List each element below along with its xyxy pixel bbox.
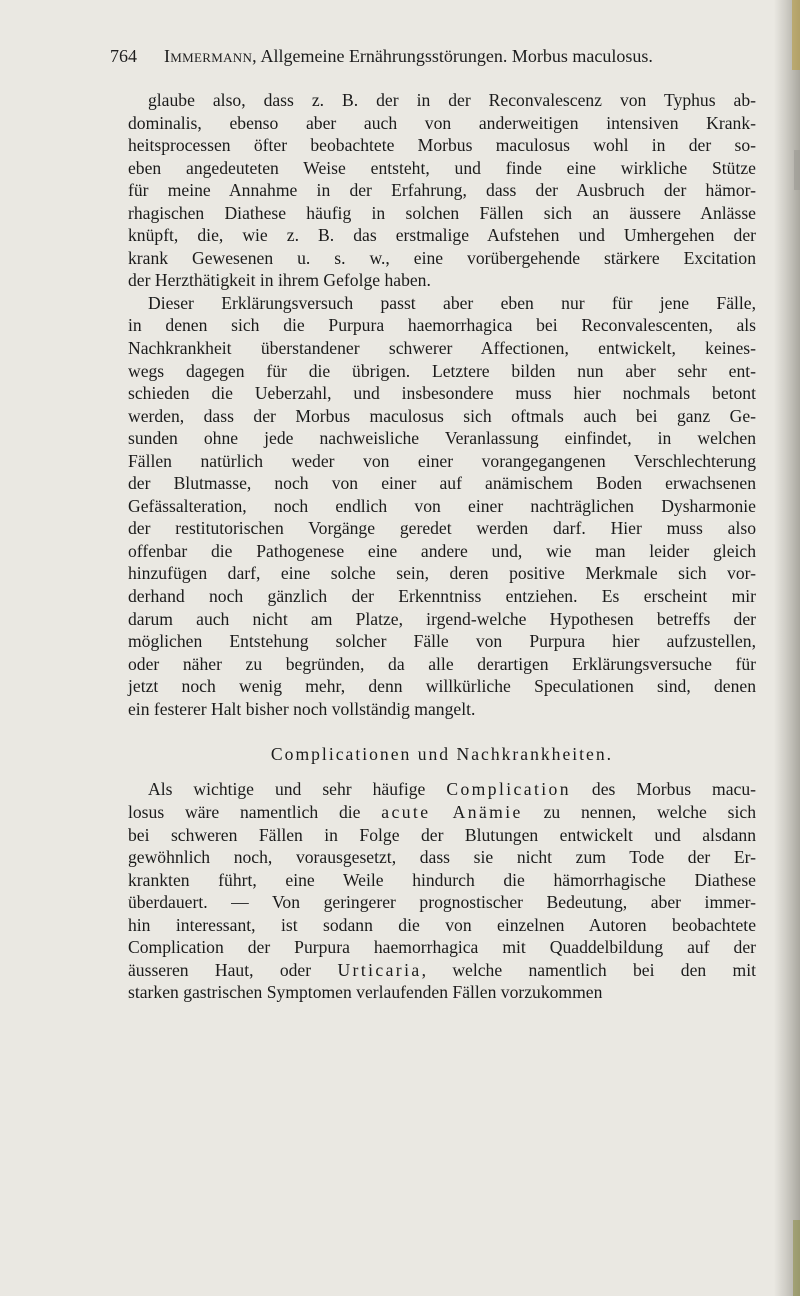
text-line: dominalis, ebenso aber auch von anderweitigen intensiven Krank- xyxy=(128,112,756,133)
text-line: sunden ohne jede nachweisliche Veranlassung einfindet, in welchen xyxy=(128,428,756,449)
text-line xyxy=(128,936,756,959)
text-run: des Morbus macu- xyxy=(570,779,756,800)
text-line: krank Gewesenen u. s. w., eine vorübergehende stärkere Excitation xyxy=(128,247,756,268)
text-line xyxy=(128,824,756,847)
text-line: Dieser Erklärungsversuch passt aber eben nur für jene Fälle, xyxy=(148,292,756,313)
text-line: schieden die Ueberzahl, und insbesondere muss hier nochmals betont xyxy=(128,383,756,404)
text-line: heitsprocessen öfter beobachtete Morbus maculosus wohl in der so- xyxy=(128,135,756,156)
emphasized-term: acute Anämie xyxy=(381,801,523,822)
paragraph-3 xyxy=(128,778,756,1003)
text-run: bei schweren Fällen in Folge der Blutungen entwickelt und alsdann xyxy=(128,824,756,845)
text-line: offenbar die Pathogenese eine andere und, wie man leider gleich xyxy=(128,540,756,561)
text-run: Als wichtige und sehr häufige xyxy=(148,779,447,800)
text-line: Gefässalteration, noch endlich von einer nachträglichen Dysharmonie xyxy=(128,495,756,516)
page-number: 764 xyxy=(110,46,137,66)
spacer xyxy=(128,720,756,743)
text-line: der Blutmasse, noch von einer auf anämischem Boden erwachsenen xyxy=(128,473,756,494)
text-line: darum auch nicht am Platze, irgend-welche Hypothesen betreffs der xyxy=(128,608,756,629)
text-line: wegs dagegen für die übrigen. Letztere bilden nun aber sehr ent- xyxy=(128,360,756,381)
text-line xyxy=(128,778,756,801)
text-run: starken gastrischen Symptomen verlaufenden Fällen vorzukommen xyxy=(128,982,603,1003)
emphasized-term: Complication xyxy=(446,779,571,800)
text-line: Nachkrankheit überstandener schwerer Affectionen, entwickelt, keines- xyxy=(128,338,756,359)
text-line: eben angedeuteten Weise entsteht, und finde eine wirkliche Stütze xyxy=(128,157,756,178)
text-run: überdauert. — Von geringerer prognostischer Bedeutung, aber immer- xyxy=(128,892,756,913)
text-run: äusseren Haut, oder xyxy=(128,959,338,980)
emphasized-term: Urticaria xyxy=(337,959,422,980)
text-line: für meine Annahme in der Erfahrung, dass der Ausbruch der hämor- xyxy=(128,180,756,201)
text-line: werden, dass der Morbus maculosus sich oftmals auch bei ganz Ge- xyxy=(128,405,756,426)
text-run: , welche namentlich bei den mit xyxy=(421,959,756,980)
text-line: in denen sich die Purpura haemorrhagica bei Reconvalescenten, als xyxy=(128,315,756,336)
text-line: der restitutorischen Vorgänge geredet werden darf. Hier muss also xyxy=(128,518,756,539)
text-line: rhagischen Diathese häufig in solchen Fällen sich an äussere Anlässe xyxy=(128,202,756,223)
text-line: jetzt noch wenig mehr, denn willkürliche Speculationen sind, denen xyxy=(128,676,756,697)
text-run: Complication der Purpura haemorrhagica mit Quaddelbildung auf der xyxy=(128,937,756,958)
body-text xyxy=(128,89,756,1004)
text-line xyxy=(128,914,756,937)
text-line xyxy=(128,959,756,982)
running-header xyxy=(110,46,750,67)
header-title: Allgemeine Ernährungsstörungen. Morbus maculosus. xyxy=(260,46,653,66)
text-line xyxy=(128,981,756,1004)
text-line xyxy=(128,846,756,869)
paragraph-2 xyxy=(128,292,756,720)
text-line: oder näher zu begründen, da alle derartigen Erklärungsversuche für xyxy=(128,653,756,674)
text-line xyxy=(128,891,756,914)
text-run: gewöhnlich noch, vorausgesetzt, dass sie nicht zum Tode der Er- xyxy=(128,847,756,868)
paragraph-1 xyxy=(128,89,756,292)
section-heading: Complicationen und Nachkrankheiten. xyxy=(270,743,614,764)
text-line xyxy=(128,801,756,824)
text-line: möglichen Entstehung solcher Fälle von Purpura hier aufzustellen, xyxy=(128,631,756,652)
text-line: glaube also, dass z. B. der in der Reconvalescenz von Typhus ab- xyxy=(148,90,756,110)
text-run: krankten führt, eine Weile hindurch die hämorrhagische Diathese xyxy=(128,869,756,890)
text-run: hin interessant, ist sodann die von einzelnen Autoren beobachtete xyxy=(128,914,756,935)
page-edge-marks xyxy=(786,0,800,1296)
text-line: hinzufügen darf, eine solche sein, deren positive Merkmale sich vor- xyxy=(128,563,756,584)
text-line: der Herzthätigkeit in ihrem Gefolge haben. xyxy=(128,270,431,291)
text-line: derhand noch gänzlich der Erkenntniss entziehen. Es erscheint mir xyxy=(128,586,756,607)
text-line: knüpft, die, wie z. B. das erstmalige Aufstehen und Umhergehen der xyxy=(128,225,756,246)
text-line: ein festerer Halt bisher noch vollständig mangelt. xyxy=(128,698,476,719)
text-line xyxy=(128,869,756,892)
text-run: zu nennen, welche sich xyxy=(522,801,756,822)
text-run: losus wäre namentlich die xyxy=(128,801,382,822)
text-line: Fällen natürlich weder von einer vorangegangenen Verschlechterung xyxy=(128,450,756,471)
spacer xyxy=(128,765,756,778)
header-author: Immermann, xyxy=(164,46,257,66)
